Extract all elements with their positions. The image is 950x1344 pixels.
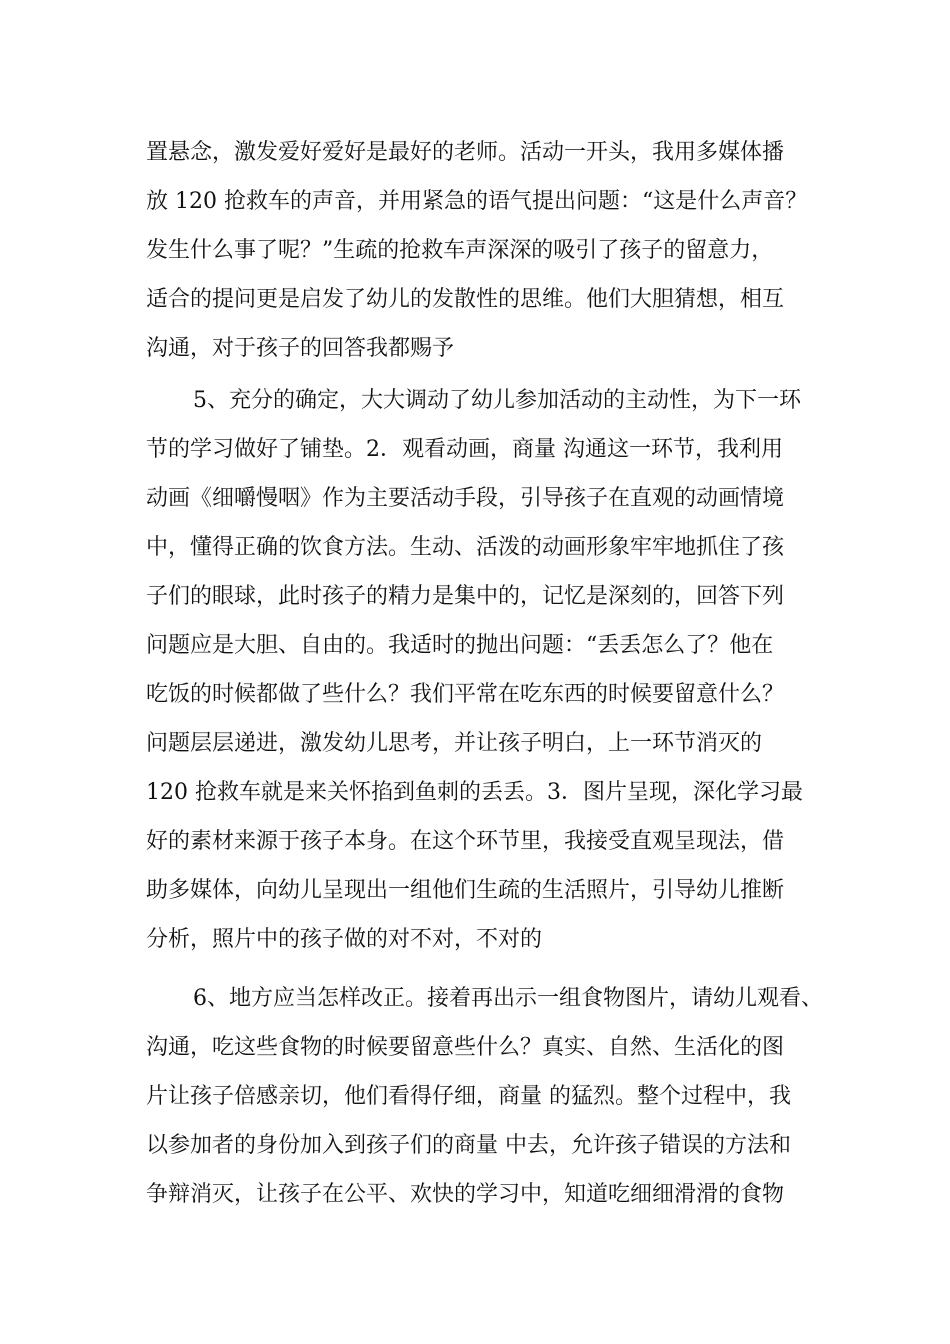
text-line: 助多媒体，向幼儿呈现出一组他们生疏的生活照片，引导幼儿推断 bbox=[146, 878, 785, 903]
paragraph-start-line: 5、充分的确定，大大调动了幼儿参加活动的主动性，为下一环 bbox=[193, 388, 801, 413]
text-line: 分析，照片中的孩子做的对不对，不对的 bbox=[146, 927, 543, 952]
text-line: 子们的眼球，此时孩子的精力是集中的，记忆是深刻的，回答下列 bbox=[146, 584, 785, 609]
text-line: 沟通，对于孩子的回答我都赐予 bbox=[146, 336, 455, 361]
text-line: 节的学习做好了铺垫。2．观看动画，商量 沟通这一环节，我利用 bbox=[146, 437, 783, 462]
text-line: 置悬念，激发爱好爱好是最好的老师。活动一开头，我用多媒体播 bbox=[146, 140, 785, 165]
text-line: 沟通，吃这些食物的时候要留意些什么？真实、自然、生活化的图 bbox=[146, 1035, 785, 1060]
text-line: 发生什么事了呢？”生疏的抢救车声深深的吸引了孩子的留意力， bbox=[146, 238, 774, 263]
text-line: 以参加者的身份加入到孩子们的商量 中去，允许孩子错误的方法和 bbox=[146, 1133, 791, 1158]
text-line: 动画《细嚼慢咽》作为主要活动手段，引导孩子在直观的动画情境 bbox=[146, 486, 785, 511]
text-line: 问题应是大胆、自由的。我适时的抛出问题：“丢丢怎么了？他在 bbox=[146, 633, 774, 658]
text-line: 争辩消灭，让孩子在公平、欢快的学习中，知道吃细细滑滑的食物 bbox=[146, 1182, 785, 1207]
text-line: 好的素材来源于孩子本身。在这个环节里，我接受直观呈现法，借 bbox=[146, 829, 785, 854]
text-line: 片让孩子倍感亲切，他们看得仔细，商量 的猛烈。整个过程中，我 bbox=[146, 1084, 791, 1109]
text-line: 吃饭的时候都做了些什么？我们平常在吃东西的时候要留意什么？ bbox=[146, 682, 785, 707]
text-line: 中，懂得正确的饮食方法。生动、活泼的动画形象牢牢地抓住了孩 bbox=[146, 535, 785, 560]
text-line: 放 120 抢救车的声音，并用紧急的语气提出问题：“这是什么声音？ bbox=[146, 189, 808, 214]
text-line: 120 抢救车就是来关怀掐到鱼刺的丢丢。3．图片呈现，深化学习最 bbox=[146, 780, 803, 805]
text-line: 问题层层递进，激发幼儿思考，并让孩子明白，上一环节消灭的 bbox=[146, 731, 763, 756]
paragraph-start-line: 6、地方应当怎样改正。接着再出示一组食物图片，请幼儿观看、 bbox=[193, 986, 823, 1011]
text-line: 适合的提问更是启发了幼儿的发散性的思维。他们大胆猜想，相互 bbox=[146, 287, 785, 312]
